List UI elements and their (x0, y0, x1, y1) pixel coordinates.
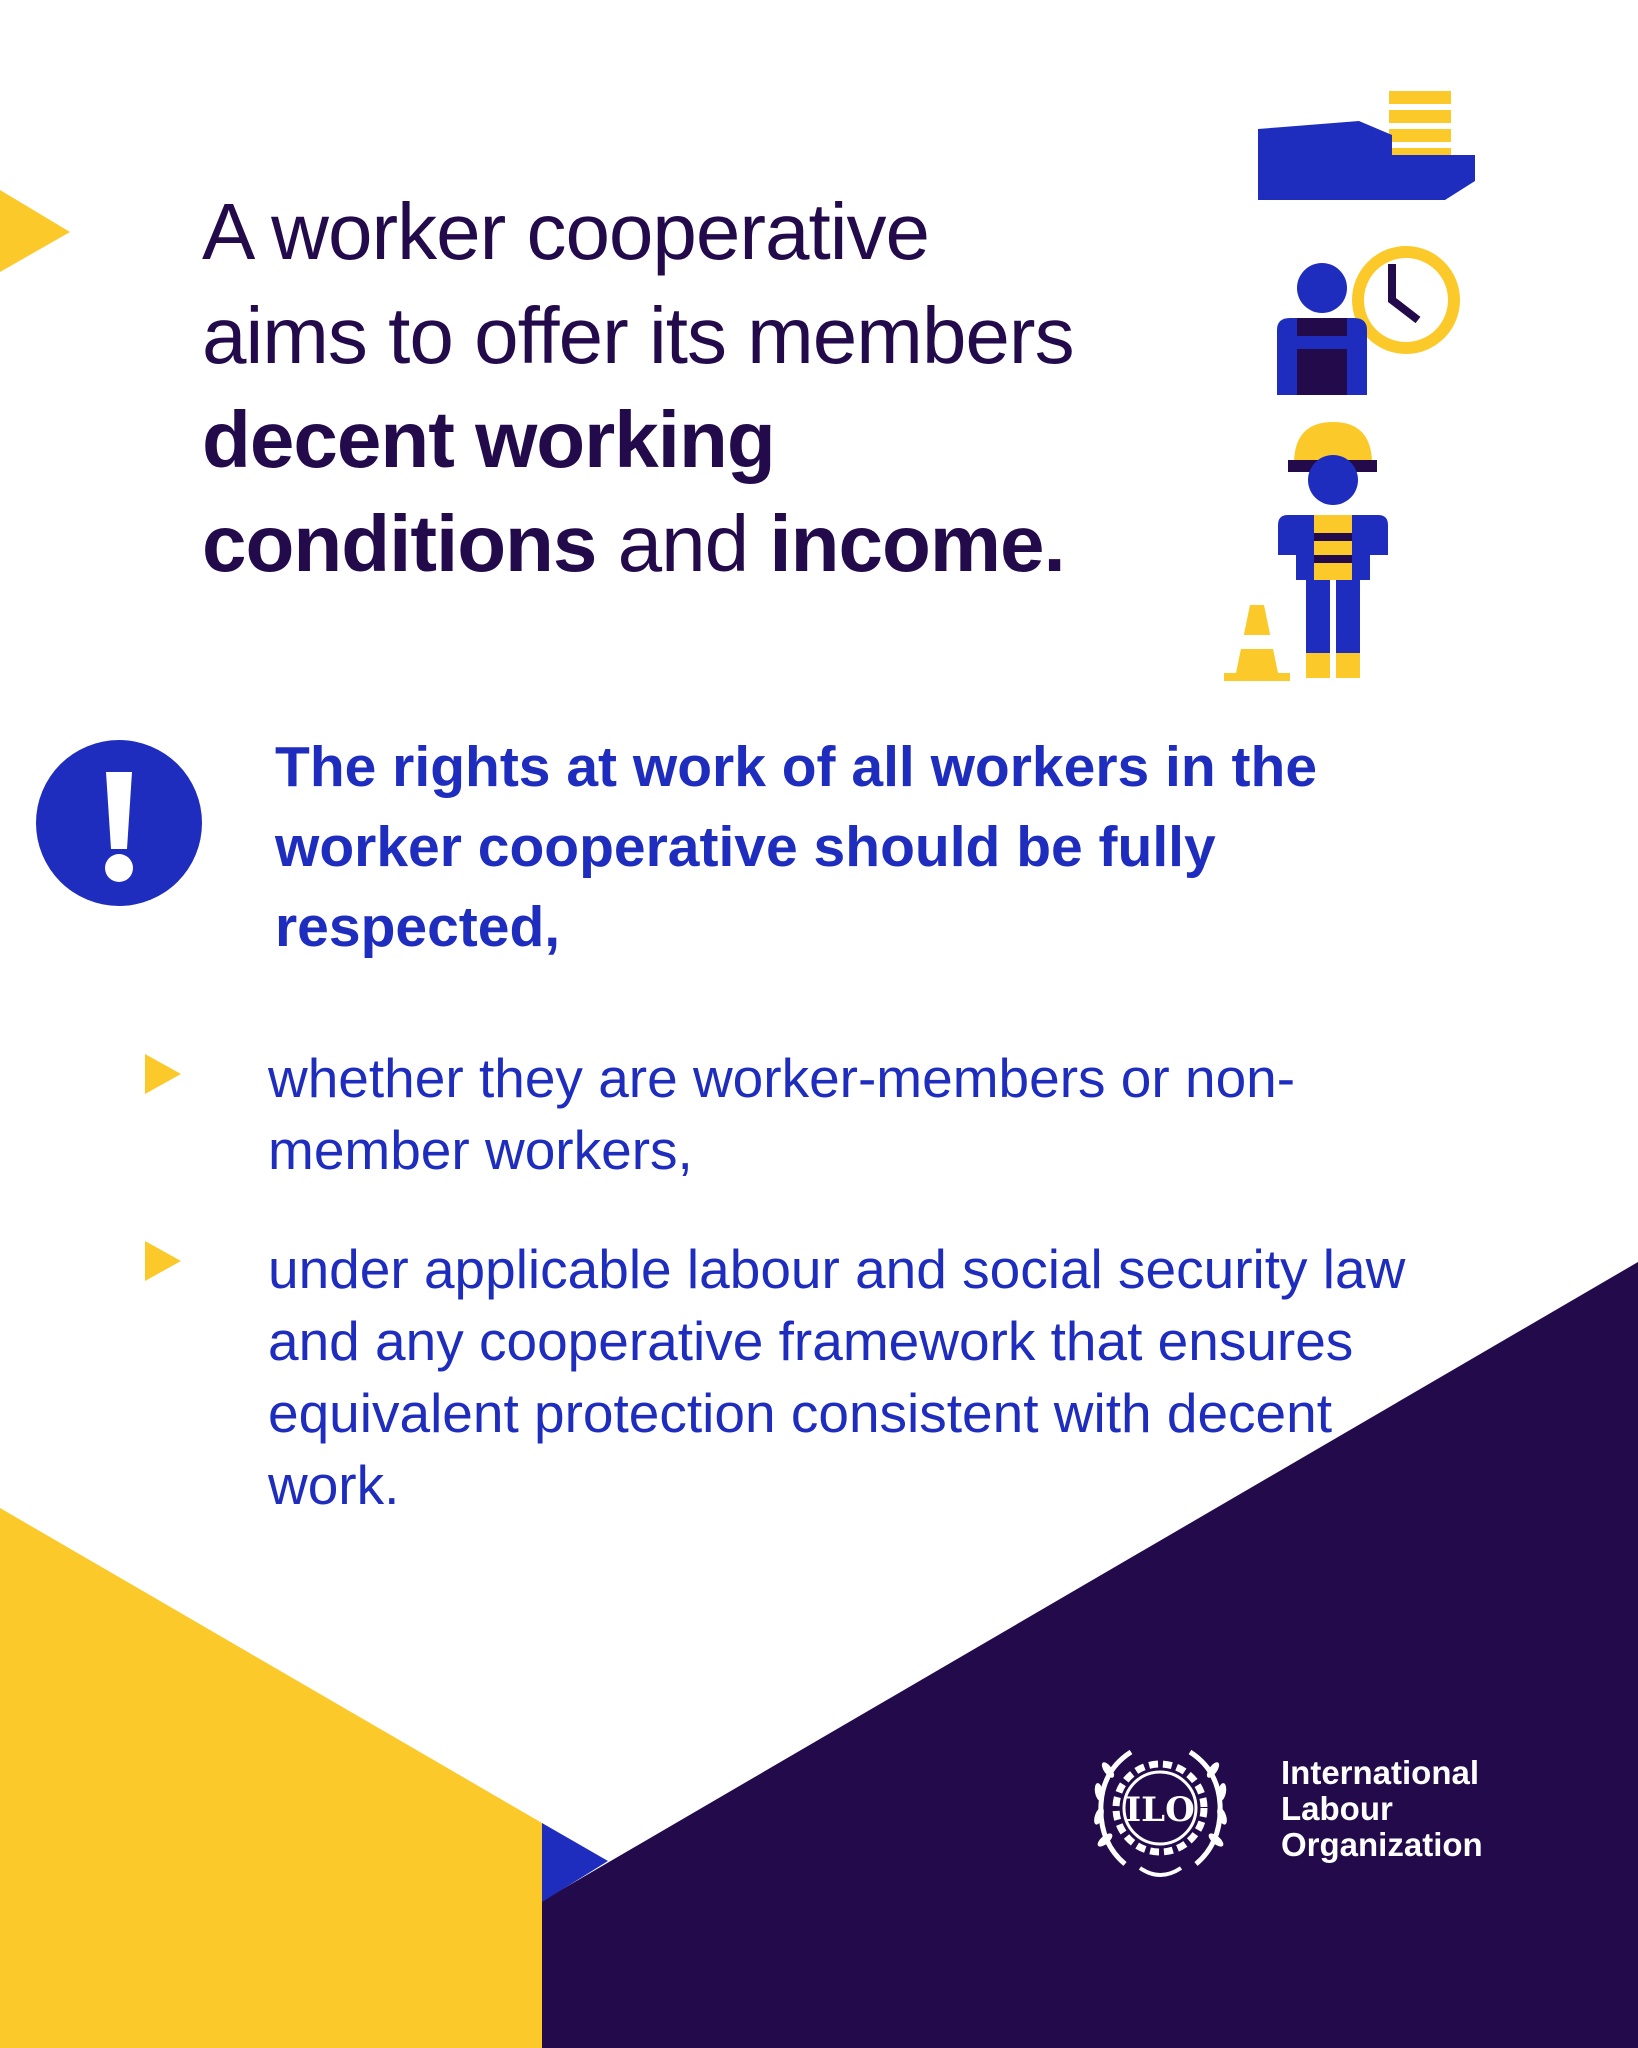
headline-bold-conditions: conditions (202, 499, 597, 588)
hand-coins-icon (1258, 91, 1475, 200)
organization-name-line: International (1281, 1754, 1480, 1791)
yellow-left-triangle (0, 190, 70, 272)
bullet-triangle-icon (145, 1054, 181, 1094)
rights-statement: The rights at work of all workers in the worker cooperative should be fully respected, (275, 735, 1318, 959)
headline-line-1: A worker cooperative (202, 187, 930, 276)
headline-and: and (617, 499, 749, 588)
headline-period: . (1043, 499, 1065, 588)
worker-clock-icon (1277, 252, 1454, 395)
organization-name (1281, 1755, 1581, 1863)
bullet-item: whether they are worker-members or non-member workers, (268, 1047, 1296, 1181)
headline-line-2: aims to offer its members (202, 291, 1074, 380)
yellow-corner-shape (0, 1508, 542, 2048)
headline-bold-decent-working: decent working (202, 395, 775, 484)
headline-bold-income: income (769, 499, 1044, 588)
bullet-triangle-icon (145, 1241, 181, 1281)
headline (202, 180, 1202, 596)
illustration-column (1220, 85, 1495, 695)
ilo-emblem-lettering: ILO (1125, 1790, 1195, 1830)
bullet-item: under applicable labour and social security law and any cooperative framework that ensures equivalent protection consistent with decent work. (268, 1238, 1406, 1516)
exclamation-icon (36, 740, 202, 906)
traffic-cone-icon (1224, 605, 1290, 681)
organization-name-line: Organization (1281, 1826, 1483, 1863)
organization-name-line: Labour (1281, 1790, 1393, 1827)
ilo-emblem-icon (1093, 1742, 1228, 1882)
construction-worker-icon (1278, 422, 1388, 678)
